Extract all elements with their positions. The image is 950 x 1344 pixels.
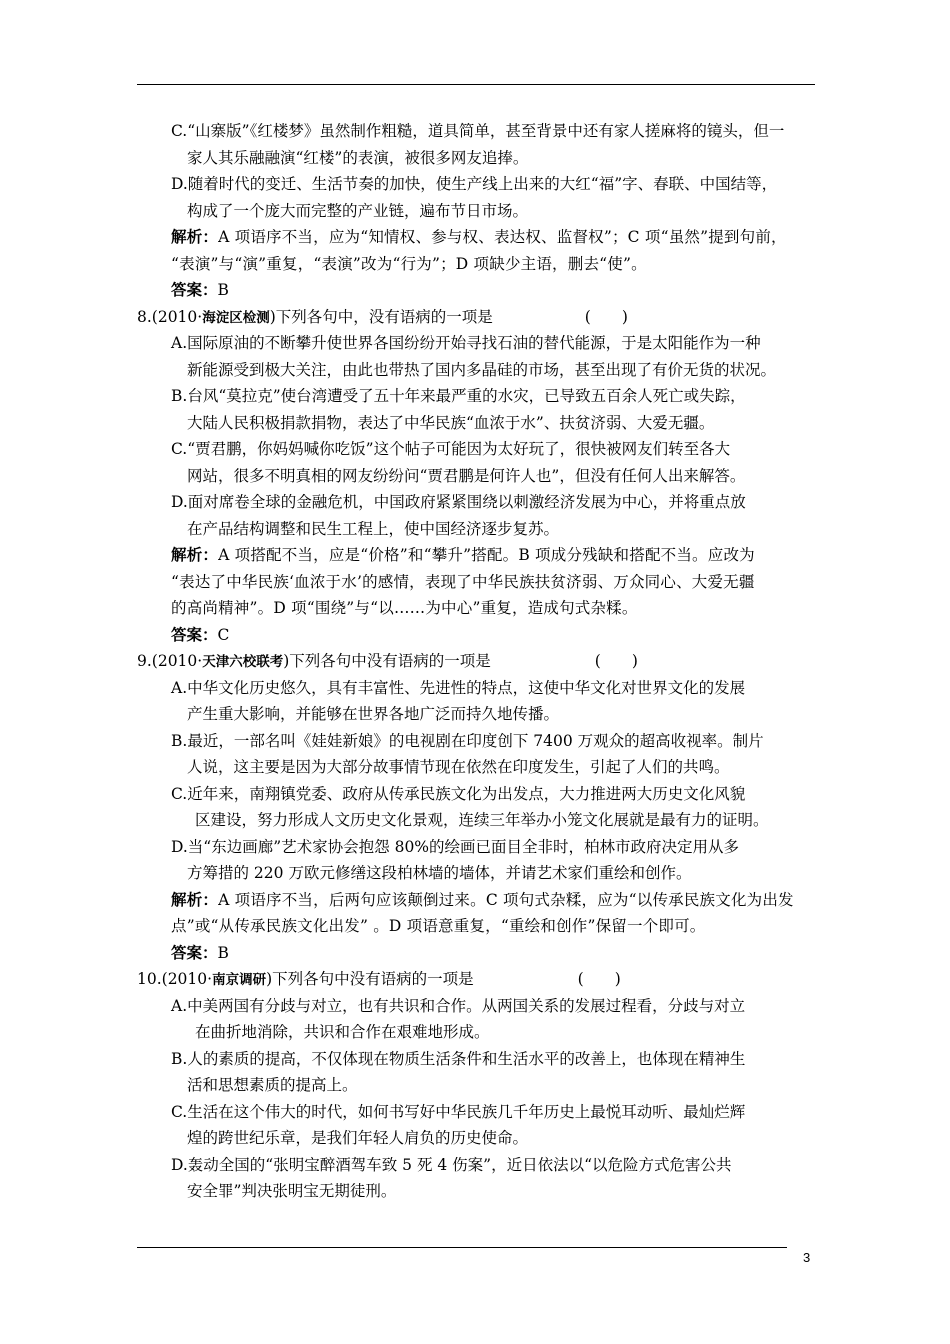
- q10-option-c-line2: 煌的跨世纪乐章，是我们年轻人肩负的历史使命。: [187, 1129, 529, 1147]
- q8-option-d-line2: 在产品结构调整和民生工程上，使中国经济逐步复苏。: [187, 519, 560, 538]
- q7-analysis-line1: 解析：A 项语序不当，应为“知情权、参与权、表达权、监督权”；C 项“虽然”提到句前，: [171, 227, 787, 246]
- q8-analysis-line3: 的高尚精神”。D 项“围绕”与“以……为中心”重复，造成句式杂糅。: [171, 599, 638, 617]
- q10-option-d-line1: D.轰动全国的“张明宝醉酒驾车致 5 死 4 伤案”，近日依法以“以危险方式危害公共: [171, 1155, 732, 1174]
- q8-option-a-line1: A.国际原油的不断攀升使世界各国纷纷开始寻找石油的替代能源，于是太阳能作为一种: [171, 334, 761, 352]
- q9-option-a-line1: A.中华文化历史悠久，具有丰富性、先进性的特点，这使中华文化对世界文化的发展: [171, 678, 746, 697]
- q9-option-c-line1: C.近年来，南翔镇党委、政府从传承民族文化为出发点，大力推进两大历史文化风貌: [171, 784, 746, 803]
- q10-option-c-line1: C.生活在这个伟大的时代，如何书写好中华民族几千年历史上最悦耳动听、最灿烂辉: [171, 1102, 746, 1121]
- q9-option-b-line1: B.最近，一部名叫《娃娃新娘》的电视剧在印度创下 7400 万观众的超高收视率。制片: [171, 731, 764, 750]
- header-rule: [137, 84, 815, 85]
- q8-answer: 答案：C: [171, 624, 230, 644]
- q8-answer-paren: ( ): [584, 307, 628, 326]
- q9-option-c-line2: 区建设，努力形成人文历史文化景观，连续三年举办小笼文化展就是最有力的证明。: [195, 811, 769, 829]
- q9-analysis-line2: 点”或“从传承民族文化出发” 。D 项语意重复，“重绘和创作”保留一个即可。: [171, 917, 706, 935]
- q9-option-b-line2: 人说，这主要是因为大部分故事情节现在依然在印度发生，引起了人们的共鸣。: [187, 758, 730, 776]
- q10-option-d-line2: 安全罪”判决张明宝无期徒刑。: [187, 1182, 397, 1200]
- q9-option-d-line2: 方筹措的 220 万欧元修缮这段柏林墙的墙体，并请艺术家们重绘和创作。: [187, 864, 692, 882]
- q8-stem: 8.(2010·海淀区检测)下列各句中，没有语病的一项是 ( ): [137, 304, 827, 331]
- q7-option-c-line1: C.“山寨版”《红楼梦》虽然制作粗糙，道具简单，甚至背景中还有家人搓麻将的镜头，但一: [171, 122, 785, 140]
- q7-option-c-line2: 家人其乐融融演“红楼”的表演，被很多网友追捧。: [187, 148, 529, 167]
- q9-option-a-line2: 产生重大影响，并能够在世界各地广泛而持久地传播。: [187, 705, 560, 723]
- q8-analysis-line2: “表达了中华民族‘血浓于水’的感情，表现了中华民族扶贫济弱、万众同心、大爱无疆: [171, 572, 755, 591]
- footer-rule: [137, 1247, 787, 1248]
- q9-answer: 答案：B: [171, 942, 229, 962]
- page-content: [137, 118, 827, 1205]
- q8-option-b-line1: B.台风“莫拉克”使台湾遭受了五十年来最严重的水灾，已导致五百余人死亡或失踪，: [171, 387, 746, 405]
- analysis-label: 解析：: [171, 227, 219, 246]
- q7-answer: 答案：B: [171, 280, 229, 299]
- q10-option-a-line1: A.中美两国有分歧与对立，也有共识和合作。从两国关系的发展过程看，分歧与对立: [171, 996, 746, 1015]
- q10-option-b-line1: B.人的素质的提高，不仅体现在物质生活条件和生活水平的改善上，也体现在精神生: [171, 1049, 746, 1068]
- q9-analysis-line1: 解析：A 项语序不当，后两句应该颠倒过来。C 项句式杂糅，应为“以传承民族文化为出发: [171, 889, 794, 909]
- q10-option-b-line2: 活和思想素质的提高上。: [187, 1076, 358, 1094]
- q7-analysis-line2: “表演”与“演”重复，“表演”改为“行为”；D 项缺少主语，删去“使”。: [171, 254, 647, 273]
- page-number: 3: [803, 1250, 811, 1265]
- q8-option-b-line2: 大陆人民积极捐款捐物，表达了中华民族“血浓于水”、扶贫济弱、大爱无疆。: [187, 413, 715, 432]
- q8-option-c-line1: C.“贾君鹏，你妈妈喊你吃饭”这个帖子可能因为太好玩了，很快被网友们转至各大: [171, 440, 731, 458]
- q10-answer-paren: ( ): [577, 970, 621, 988]
- q10-option-a-line2: 在曲折地消除，共识和合作在艰难地形成。: [195, 1023, 490, 1041]
- q8-analysis-line1: 解析：A 项搭配不当，应是“价格”和“攀升”搭配。B 项成分残缺和搭配不当。应改为: [171, 545, 755, 564]
- q9-option-d-line1: D.当“东边画廊”艺术家协会抱怨 80%的绘画已面目全非时，柏林市政府决定用从多: [171, 837, 740, 856]
- q10-stem: 10.(2010·南京调研)下列各句中没有语病的一项是 ( ): [137, 966, 827, 993]
- q8-source: 海淀区检测: [202, 309, 270, 326]
- q7-option-d-line1: D.随着时代的变迁、生活节奏的加快，使生产线上出来的大红“福”字、春联、中国结等，: [171, 175, 778, 193]
- q9-stem: 9.(2010·天津六校联考)下列各句中没有语病的一项是 ( ): [137, 648, 827, 675]
- q9-answer-paren: ( ): [594, 652, 638, 670]
- q10-source: 南京调研: [212, 972, 267, 988]
- q8-option-d-line1: D.面对席卷全球的金融危机，中国政府紧紧围绕以刺激经济发展为中心，并将重点放: [171, 493, 746, 511]
- q8-option-c-line2: 网站，很多不明真相的网友纷纷问“贾君鹏是何许人也”，但没有任何人出来解答。: [187, 466, 746, 485]
- q7-option-d-line2: 构成了一个庞大而完整的产业链，遍布节日市场。: [187, 201, 529, 220]
- q8-option-a-line2: 新能源受到极大关注，由此也带热了国内多晶硅的市场，甚至出现了有价无货的状况。: [187, 360, 777, 379]
- q9-source: 天津六校联考: [202, 654, 284, 670]
